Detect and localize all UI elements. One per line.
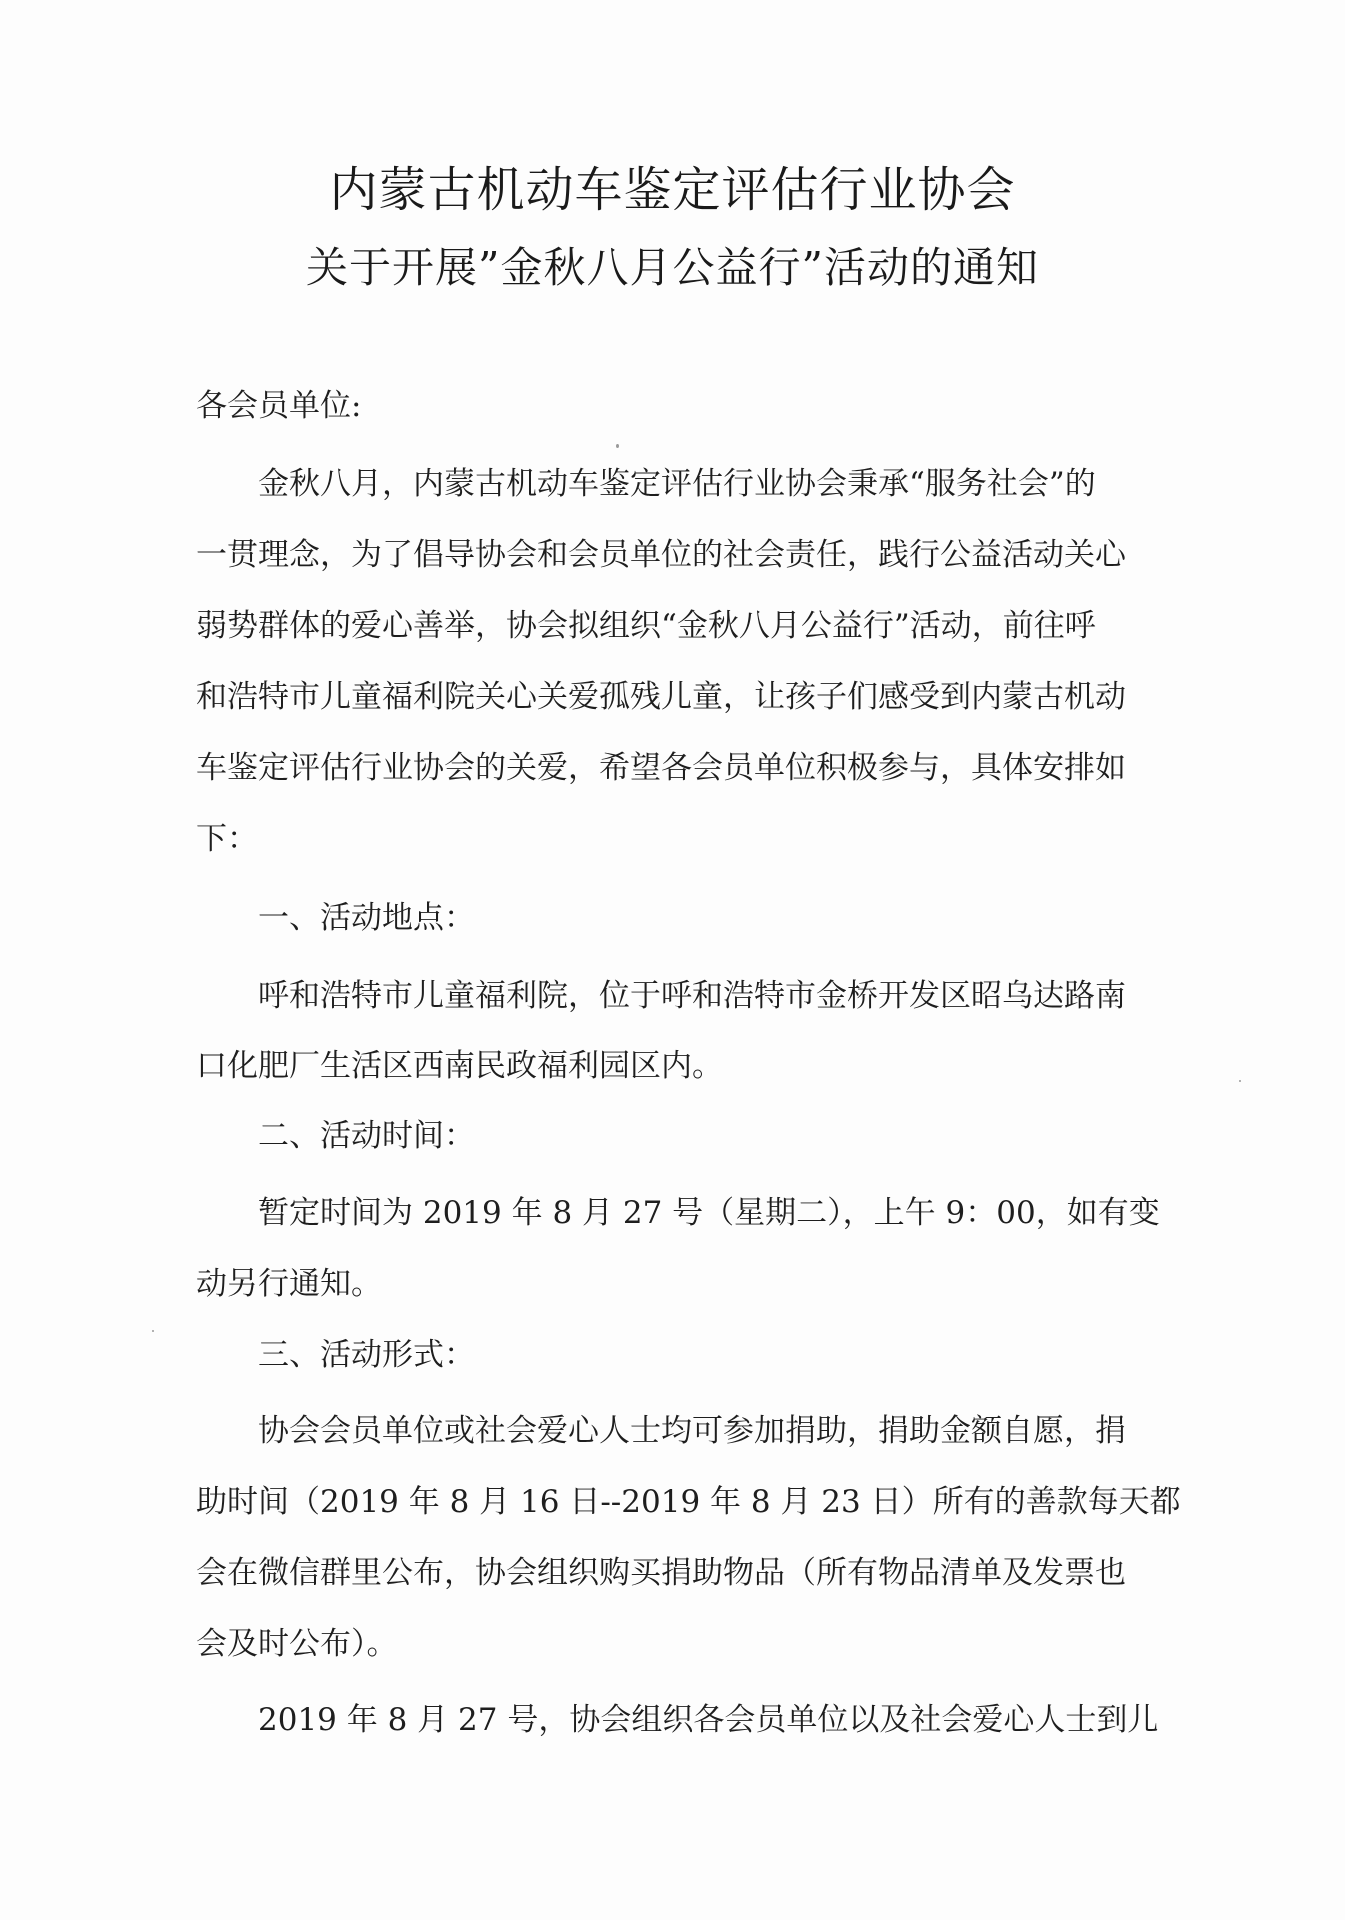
paragraph-line: 和浩特市儿童福利院关心关爱孤残儿童，让孩子们感受到内蒙古机动 bbox=[196, 679, 1126, 715]
scan-speck bbox=[616, 444, 619, 448]
paragraph-line: 2019 年 8 月 27 号，协会组织各会员单位以及社会爱心人士到儿 bbox=[258, 1702, 1159, 1738]
paragraph-line: 一贯理念，为了倡导协会和会员单位的社会责任，践行公益活动关心 bbox=[196, 537, 1126, 573]
paragraph-line: 弱势群体的爱心善举，协会拟组织“金秋八月公益行”活动，前往呼 bbox=[196, 608, 1096, 644]
section-heading: 一、活动地点： bbox=[258, 900, 475, 936]
paragraph-line: 会及时公布）。 bbox=[196, 1626, 398, 1662]
paragraph-line: 下： bbox=[196, 821, 258, 857]
paragraph-line: 暂定时间为 2019 年 8 月 27 号（星期二），上午 9：00，如有变 bbox=[258, 1195, 1160, 1231]
document-title: 内蒙古机动车鉴定评估行业协会 bbox=[329, 162, 1016, 218]
paragraph-line: 呼和浩特市儿童福利院，位于呼和浩特市金桥开发区昭乌达路南 bbox=[258, 978, 1126, 1014]
section-heading: 二、活动时间： bbox=[258, 1118, 475, 1154]
section-heading: 三、活动形式： bbox=[258, 1337, 475, 1373]
salutation: 各会员单位: bbox=[196, 388, 362, 424]
paragraph-line: 协会会员单位或社会爱心人士均可参加捐助，捐助金额自愿，捐 bbox=[258, 1413, 1126, 1449]
scan-speck bbox=[152, 1330, 154, 1332]
paragraph-line: 口化肥厂生活区西南民政福利园区内。 bbox=[196, 1048, 723, 1084]
paragraph-line: 助时间（2019 年 8 月 16 日--2019 年 8 月 23 日）所有的善款每天都 bbox=[196, 1484, 1181, 1520]
document-subtitle: 关于开展”金秋八月公益行”活动的通知 bbox=[306, 243, 1039, 292]
paragraph-line: 动另行通知。 bbox=[196, 1266, 382, 1302]
scan-speck bbox=[1239, 1080, 1241, 1082]
paragraph-line: 金秋八月，内蒙古机动车鉴定评估行业协会秉承“服务社会”的 bbox=[258, 466, 1096, 502]
paragraph-line: 会在微信群里公布，协会组织购买捐助物品（所有物品清单及发票也 bbox=[196, 1555, 1126, 1591]
paragraph-line: 车鉴定评估行业协会的关爱，希望各会员单位积极参与，具体安排如 bbox=[196, 750, 1126, 786]
